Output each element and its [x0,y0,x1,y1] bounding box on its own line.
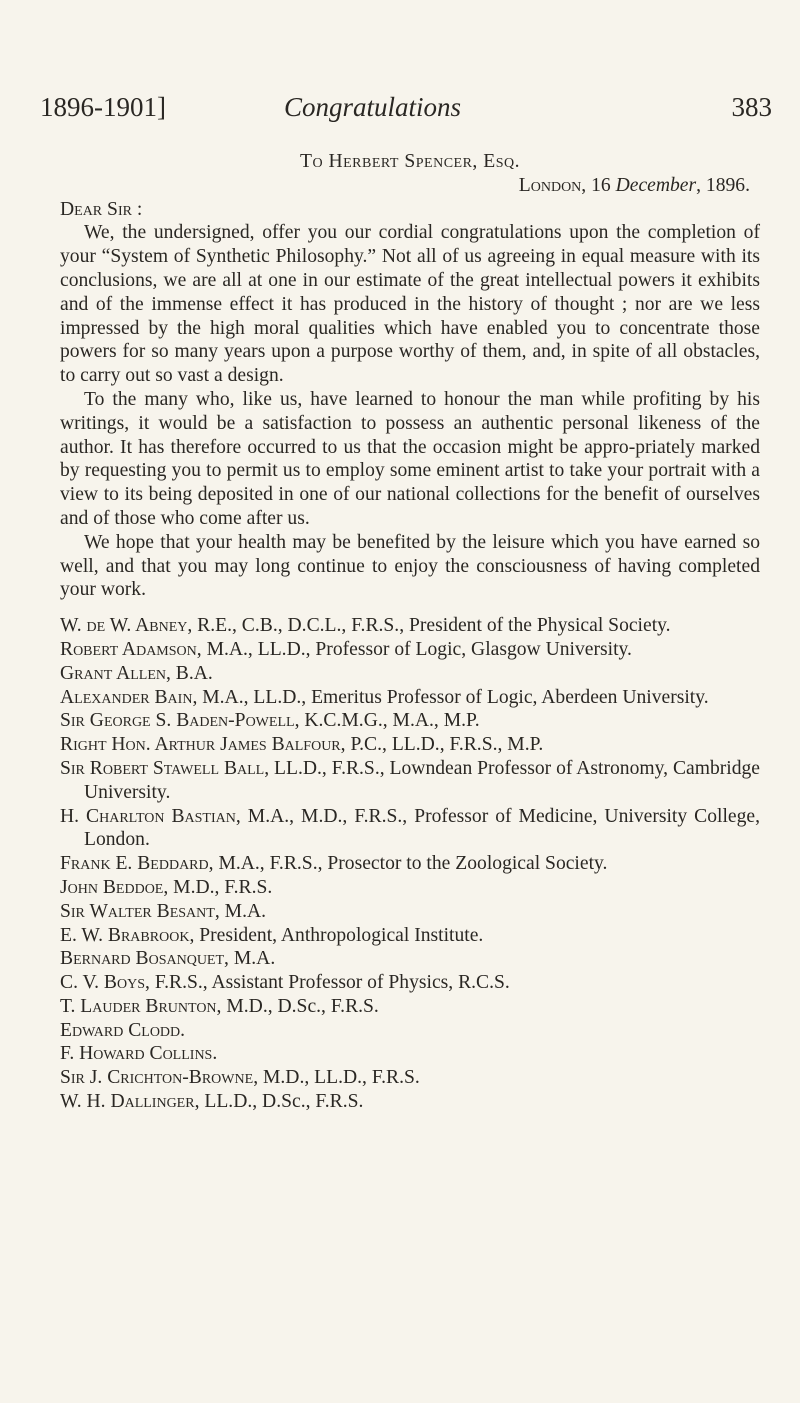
letter-paragraph: We, the undersigned, offer you our cordial congratulations upon the completion of your “System of Synthetic Philosophy.” Not all of us agreeing in equal measure with its conclusions, we are all at one in our estimate of the great intellectual powers it exhibits and of the immense effect it has produced in the history of thought ; nor are we less impressed by the high moral qualities which have enabled you to concentrate those powers for so many years upon a purpose worthy of them, and, in spite of all obstacles, to carry out so vast a design. [60,222,760,387]
signatory-name: Edward Clodd [60,1019,181,1041]
signatory-details: , LL.D., F.R.S., Lowndean Professor of Astronomy, Cambridge University. [84,757,761,803]
dateline-month: December [615,174,697,196]
signatory-details: , M.A. [224,948,276,970]
signatory-name: W. H. Dallinger [60,1091,195,1113]
signatory-name: Sir J. Crichton-Browne [60,1067,254,1089]
signatory-details: , M.D., LL.D., F.R.S. [253,1067,420,1089]
letter-paragraph: We hope that your health may be benefited by the leisure which you have earned so well, and that you may long continue to enjoy the consciousness of having completed your work. [60,531,760,601]
signatory-name: Alexander Bain [60,686,193,708]
signatory-details: , M.A., F.R.S., Prosector to the Zoological Society. [208,853,608,875]
signatory-name: Right Hon. Arthur James Balfour [60,734,341,756]
signatory-name: W. de W. Abney [60,615,188,637]
signatory-entry [60,805,760,853]
signatory-name: Sir Walter Besant [60,900,215,922]
signatory-name: Bernard Bosanquet [60,948,225,970]
signatory-entry [60,757,760,805]
letter-addressee: To Herbert Spencer, Esq. [300,151,520,172]
signatory-name: Sir Robert Stawell Ball [60,757,265,779]
signatory-entry [60,971,760,995]
signatory-details: . [212,1043,218,1065]
dateline-year: , 1896. [696,174,750,196]
signatory-details: , M.D., F.R.S. [163,876,273,898]
signatory-entry [60,1019,760,1043]
signatory-details: , P.C., LL.D., F.R.S., M.P. [340,734,544,756]
signatory-name: Frank E. Beddard [60,853,209,875]
signatory-entry [60,733,760,757]
signatory-name: C. V. Boys [60,972,146,994]
signatory-details: , M.D., D.Sc., F.R.S. [216,995,379,1017]
signatory-details: , President, Anthropological Institute. [189,924,484,946]
page-number: 383 [731,92,772,122]
running-head-years: 1896-1901] [40,92,166,122]
signatory-entry [60,876,760,900]
letter-salutation: Dear Sir : [60,198,143,220]
signatories-list [60,614,760,1114]
signatory-entry [60,1042,760,1066]
signatory-details: , F.R.S., Assistant Professor of Physics, R.C.S. [145,972,510,994]
signatory-name: Sir George S. Baden-Powell [60,710,295,732]
signatory-entry [60,614,760,638]
signatory-details: , K.C.M.G., M.A., M.P. [294,710,480,732]
signatory-details: , M.A., LL.D., Professor of Logic, Glasgow University. [196,638,632,660]
dateline-city: London, 16 [518,174,611,196]
signatory-name: H. Charlton Bastian [60,805,236,827]
signatory-name: T. Lauder Brunton [60,995,217,1017]
signatory-entry [60,924,760,948]
signatory-entry [60,900,760,924]
signatory-entry [60,662,760,686]
signatory-entry [60,947,760,971]
signatory-entry [60,638,760,662]
signatory-name: Grant Allen [60,662,166,684]
signatory-entry [60,686,760,710]
signatory-details: , B.A. [166,662,213,684]
signatory-details: , LL.D., D.Sc., F.R.S. [194,1091,364,1113]
signatory-entry [60,1090,760,1114]
signatory-details: , M.A. [214,900,267,922]
signatory-details: , R.E., C.B., D.C.L., F.R.S., President of the Physical Society. [187,615,671,637]
signatory-entry [60,709,760,733]
letter-dateline [60,174,760,198]
running-head-title: Congratulations [284,92,462,122]
signatory-entry [60,1066,760,1090]
signatory-details: . [180,1019,186,1041]
signatory-details: , M.A., LL.D., Emeritus Professor of Logic, Aberdeen University. [192,686,709,708]
running-head [40,92,772,132]
signatory-details: , M.A., M.D., F.R.S., Professor of Medicine, University College, London. [84,805,760,851]
signatory-entry [60,995,760,1019]
signatory-name: F. Howard Collins [60,1043,213,1065]
signatory-name: Robert Adamson [60,638,197,660]
letter-paragraph: To the many who, like us, have learned to honour the man while profiting by his writings, it would be a satisfaction to possess an authentic personal likeness of the author. It has therefore occurred to us that the occasion might be appro-priately marked by requesting you to permit us to employ some eminent artist to take your portrait with a view to its being deposited in one of our national collections for the benefit of ourselves and of those who come after us. [60,388,760,529]
signatory-entry [60,852,760,876]
page-body [60,150,760,1114]
signatory-name: John Beddoe [60,876,164,898]
signatory-name: E. W. Brabrook [60,924,190,946]
